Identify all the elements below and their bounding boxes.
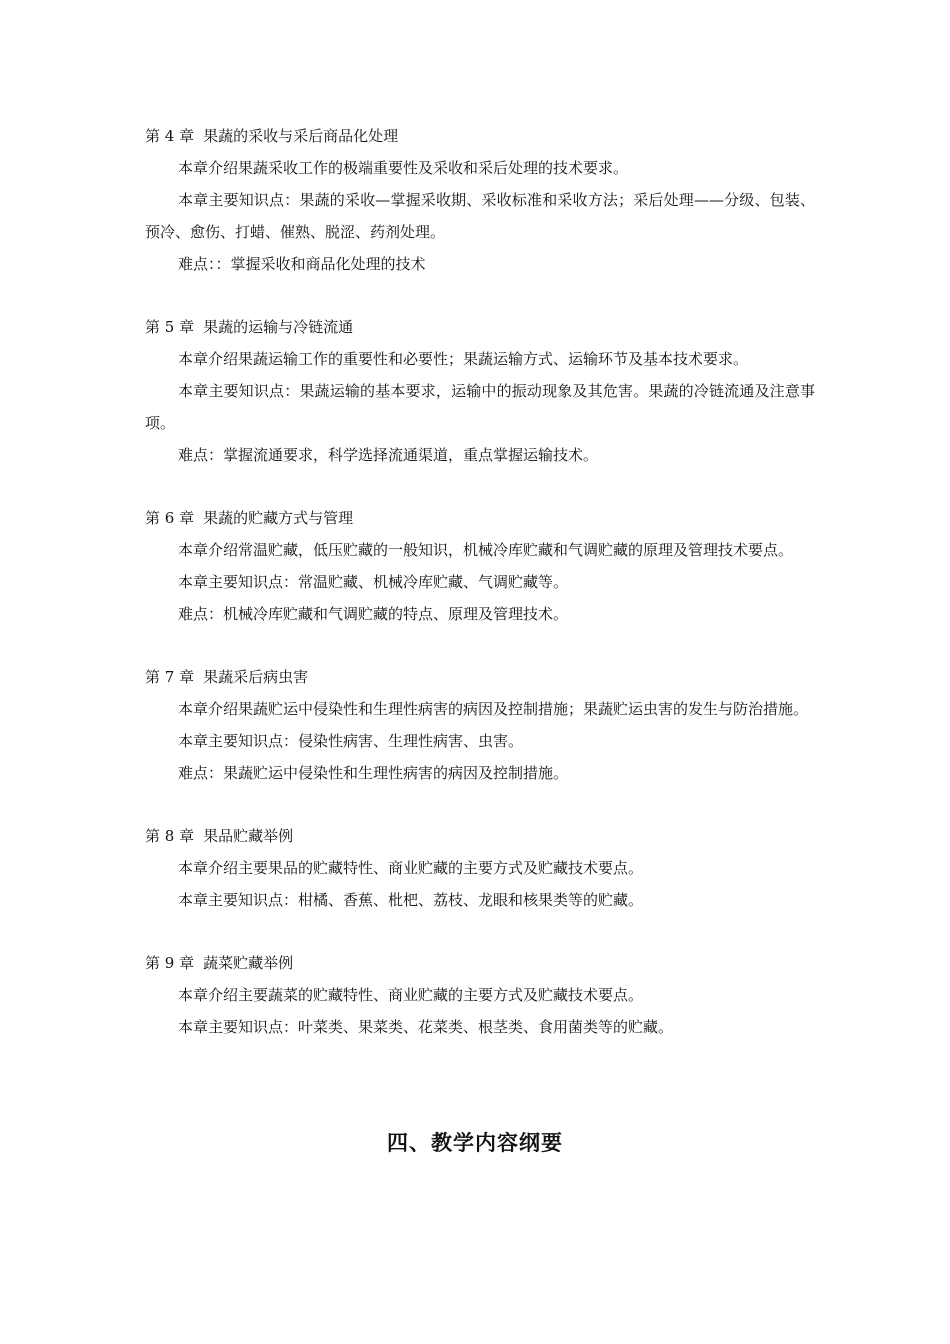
chapter-key-points: 本章主要知识点：叶菜类、果菜类、花菜类、根茎类、食用菌类等的贮藏。 (178, 1018, 674, 1036)
chapter-8 (145, 820, 815, 916)
chapter-4 (145, 120, 815, 280)
chapter-name: 果蔬的采收与采后商品化处理 (203, 127, 399, 145)
chapter-title (145, 661, 815, 693)
chapter-intro: 本章介绍果蔬采收工作的极端重要性及采收和采后处理的技术要求。 (178, 159, 629, 177)
document-body (145, 120, 815, 1074)
section-heading: 四、教学内容纲要 (387, 1131, 563, 1155)
chapter-intro: 本章介绍常温贮藏，低压贮藏的一般知识，机械冷库贮藏和气调贮藏的原理及管理技术要点。 (178, 541, 794, 559)
chapter-intro: 本章介绍主要果品的贮藏特性、商业贮藏的主要方式及贮藏技术要点。 (178, 859, 644, 877)
chapter-5 (145, 311, 815, 471)
chapter-number: 第 6 章 (145, 509, 195, 527)
chapter-intro: 本章介绍主要蔬菜的贮藏特性、商业贮藏的主要方式及贮藏技术要点。 (178, 986, 644, 1004)
chapter-name: 蔬菜贮藏举例 (203, 954, 294, 972)
chapter-name: 果蔬的贮藏方式与管理 (203, 509, 354, 527)
chapter-title (145, 120, 815, 152)
chapter-9 (145, 947, 815, 1043)
chapter-difficulty: 难点：机械冷库贮藏和气调贮藏的特点、原理及管理技术。 (178, 605, 569, 623)
chapter-name: 果蔬采后病虫害 (203, 668, 309, 686)
chapter-key-points: 本章主要知识点：柑橘、香蕉、枇杷、荔枝、龙眼和核果类等的贮藏。 (178, 891, 644, 909)
chapter-difficulty: 难点：掌握流通要求，科学选择流通渠道，重点掌握运输技术。 (178, 446, 599, 464)
chapter-key-points: 本章主要知识点：常温贮藏、机械冷库贮藏、气调贮藏等。 (178, 573, 569, 591)
chapter-number: 第 4 章 (145, 127, 195, 145)
chapter-intro: 本章介绍果蔬运输工作的重要性和必要性；果蔬运输方式、运输环节及基本技术要求。 (178, 350, 749, 368)
chapter-difficulty: 难点：：掌握采收和商品化处理的技术 (178, 255, 426, 273)
chapter-number: 第 9 章 (145, 954, 195, 972)
chapter-key-points: 本章主要知识点：果蔬运输的基本要求，运输中的振动现象及其危害。果蔬的冷链流通及注意事项。 (145, 382, 815, 432)
chapter-6 (145, 502, 815, 630)
chapter-7 (145, 661, 815, 789)
chapter-number: 第 8 章 (145, 827, 195, 845)
chapter-difficulty: 难点：果蔬贮运中侵染性和生理性病害的病因及控制措施。 (178, 764, 569, 782)
chapter-title (145, 820, 815, 852)
chapter-title (145, 311, 815, 343)
chapter-name: 果品贮藏举例 (203, 827, 294, 845)
chapter-intro: 本章介绍果蔬贮运中侵染性和生理性病害的病因及控制措施；果蔬贮运虫害的发生与防治措施。 (178, 700, 809, 718)
chapter-key-points: 本章主要知识点：果蔬的采收—掌握采收期、采收标准和采收方法；采后处理——分级、包装、预冷、愈伤、打蜡、催熟、脱涩、药剂处理。 (145, 191, 815, 241)
chapter-name: 果蔬的运输与冷链流通 (203, 318, 354, 336)
chapter-number: 第 7 章 (145, 668, 195, 686)
chapter-number: 第 5 章 (145, 318, 195, 336)
chapter-key-points: 本章主要知识点：侵染性病害、生理性病害、虫害。 (178, 732, 524, 750)
chapter-title (145, 502, 815, 534)
chapter-title (145, 947, 815, 979)
